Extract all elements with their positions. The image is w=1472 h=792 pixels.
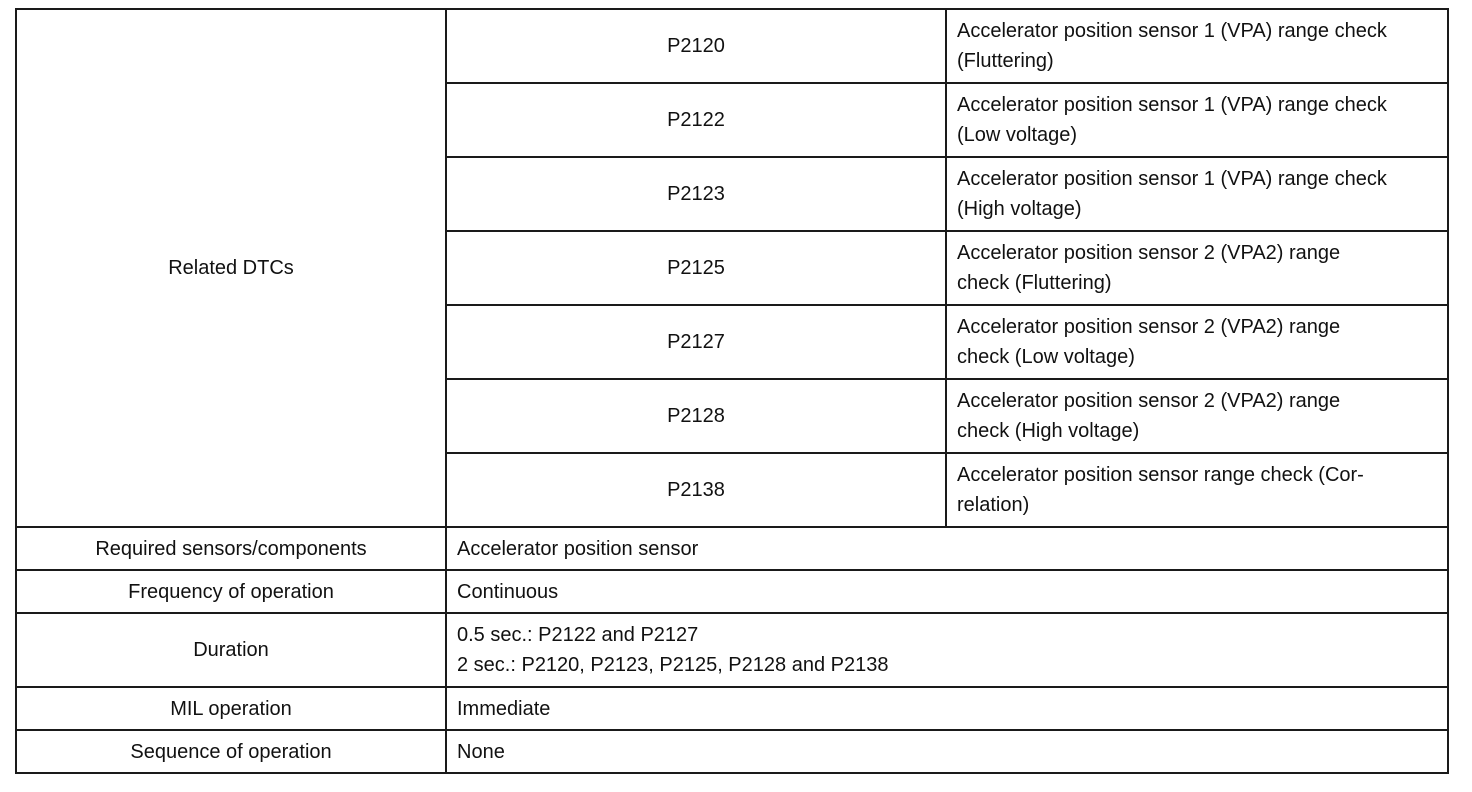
frequency-label: Frequency of operation [16,570,446,613]
sequence-row [16,730,1448,773]
duration-line: 0.5 sec.: P2122 and P2127 [457,624,699,646]
dtc-description-line: Accelerator position sensor 1 (VPA) range check [957,94,1387,116]
dtc-code: P2128 [446,379,946,453]
dtc-description-line: Accelerator position sensor 2 (VPA2) range [957,316,1341,338]
dtc-description-line: (High voltage) [957,198,1082,220]
dtc-code: P2125 [446,231,946,305]
dtc-code: P2138 [446,453,946,527]
dtc-description [946,83,1448,157]
dtc-code: P2120 [446,9,946,83]
dtc-description-line: Accelerator position sensor 2 (VPA2) range [957,242,1341,264]
dtc-code: P2127 [446,305,946,379]
dtc-description-line: Accelerator position sensor 2 (VPA2) range [957,390,1341,412]
dtc-description-line: check (Fluttering) [957,272,1112,294]
sequence-value: None [446,730,1448,773]
dtc-description-line: relation) [957,494,1030,516]
dtc-description [946,9,1448,83]
duration-row [16,613,1448,687]
dtc-description [946,453,1448,527]
dtc-description [946,157,1448,231]
dtc-description-line: (Low voltage) [957,124,1078,146]
dtc-description [946,305,1448,379]
dtc-description-line: Accelerator position sensor range check (Cor- [957,464,1364,486]
required-sensors-label: Required sensors/components [16,527,446,570]
dtc-description [946,379,1448,453]
frequency-value: Continuous [446,570,1448,613]
dtc-description-line: Accelerator position sensor 1 (VPA) range check [957,20,1387,42]
mil-operation-value: Immediate [446,687,1448,730]
dtc-description-line: (Fluttering) [957,50,1054,72]
duration-line: 2 sec.: P2120, P2123, P2125, P2128 and P2138 [457,654,889,676]
dtc-description-line: check (Low voltage) [957,346,1135,368]
dtc-description-line: check (High voltage) [957,420,1140,442]
dtc-code: P2122 [446,83,946,157]
sequence-label: Sequence of operation [16,730,446,773]
required-sensors-value: Accelerator position sensor [446,527,1448,570]
mil-operation-label: MIL operation [16,687,446,730]
dtc-description [946,231,1448,305]
dtc-row [16,9,1448,83]
dtc-code: P2123 [446,157,946,231]
required-sensors-row [16,527,1448,570]
monitor-spec-table [15,8,1449,774]
duration-value [446,613,1448,687]
frequency-row [16,570,1448,613]
related-dtcs-label: Related DTCs [16,9,446,527]
dtc-description-line: Accelerator position sensor 1 (VPA) range check [957,168,1387,190]
duration-label: Duration [16,613,446,687]
mil-operation-row [16,687,1448,730]
